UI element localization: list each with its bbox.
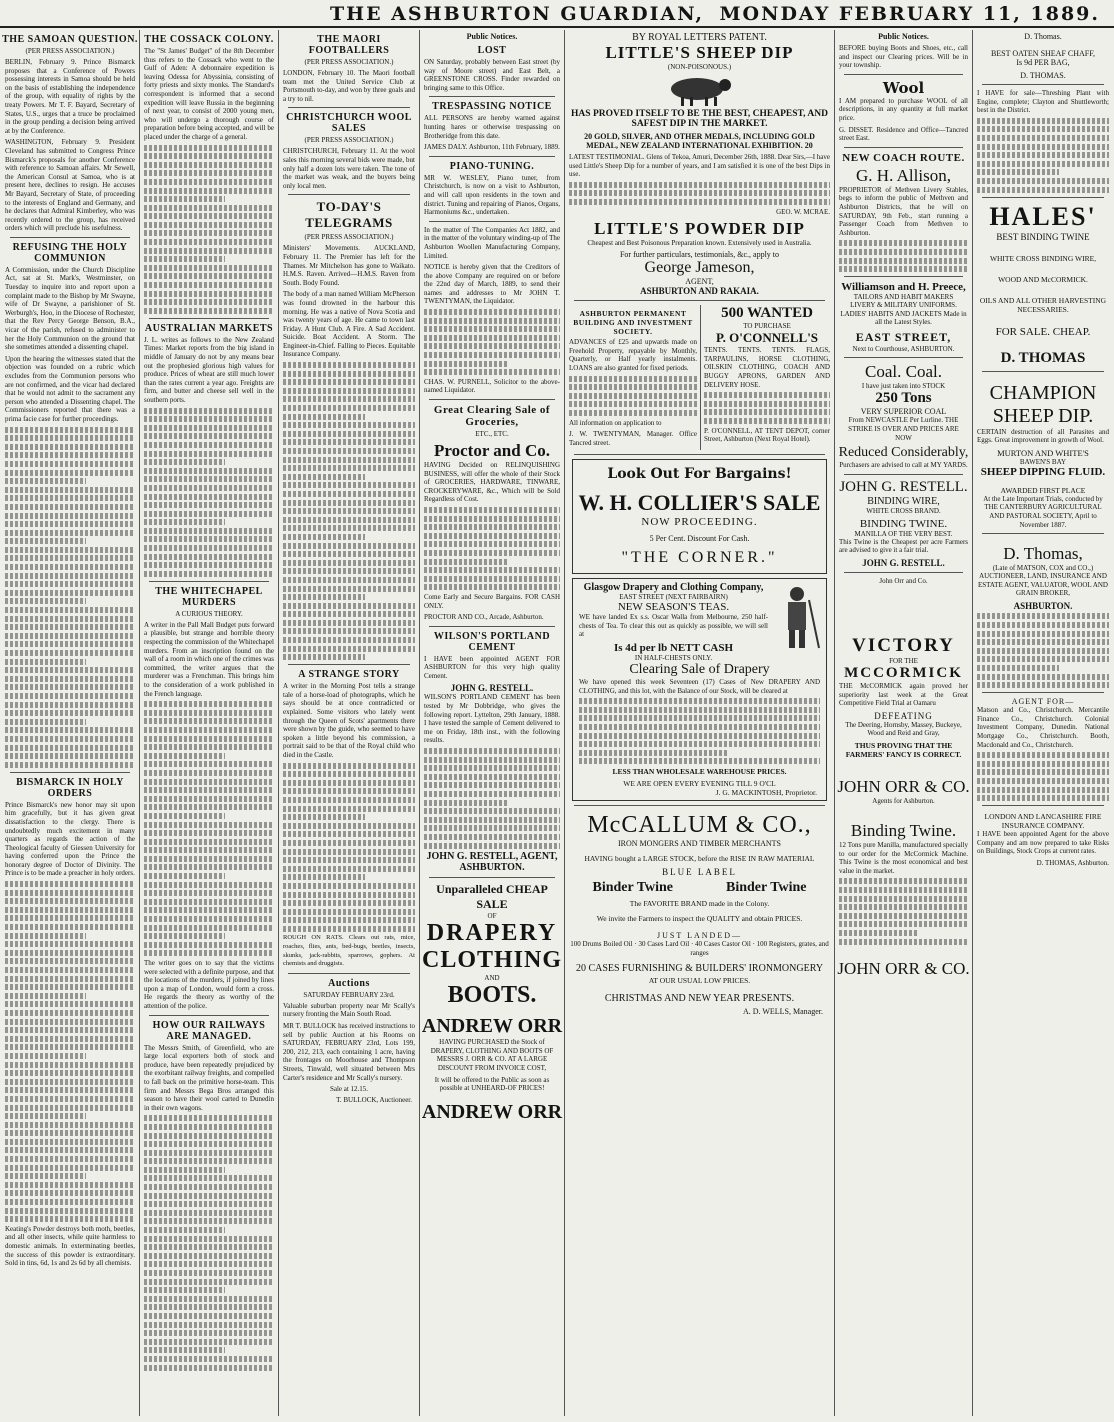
ad-subheading: AGENT FOR—: [1011, 697, 1075, 707]
headline: THE COSSACK COLONY.: [144, 34, 274, 45]
article-text: Prince Bismarck's new honor may sit upon him gracefully, but it has given great dissatisfaction to the clergy. There is undoubtedly much excitement in many quarters as regards the action of the Theological faculty of Giessen University for having conferred upon the Prince the honorary degree of Doctor of Divinity. The Prince is to be made a preacher in holy orders.: [5, 800, 135, 878]
divider: [574, 805, 825, 806]
divider: [982, 371, 1104, 372]
notice-heading: TRESPASSING NOTICE: [432, 101, 552, 113]
headline: THE WHITECHAPEL MURDERS: [155, 585, 263, 608]
ad-text: CERTAIN destruction of all Parasites and Eggs. Great improvement in growth of Wool.: [977, 427, 1109, 445]
ad-firm-name: Proctor and Co.: [433, 441, 550, 460]
ad-text: ADVANCES of £25 and upwards made on Freehold Property, repayable by Monthly, Quarterly, or Half yearly instalments. LOANS are also granted for fixed periods.: [569, 338, 697, 372]
ad-body-lines: [977, 752, 1109, 801]
ad-text: WHITE CROSS BINDING WIRE,: [989, 253, 1097, 263]
ad-title-powder-dip: LITTLE'S POWDER DIP: [594, 219, 805, 239]
ad-text: AUCTIONEER, LAND, INSURANCE AND ESTATE AGENT, VALUATOR, WOOL AND GRAIN BROKER,: [978, 572, 1108, 598]
ad-glasgow-body: [576, 582, 823, 662]
divider: [574, 300, 825, 301]
ad-text: MURTON AND WHITE'S: [997, 447, 1089, 458]
ad-signature: D. THOMAS, Ashburton.: [1036, 858, 1109, 867]
divider: [149, 318, 269, 319]
article-text: Upon the hearing the witnesses stated that the objection was founded on a rubric which excludes from the Communion persons who are not confirmed, and the vicar had declared that he would not admit to the sacrament any person who attended a Dissenting chapel. The Commissioners reported that there was a prima facie case for further proceedings.: [5, 354, 135, 423]
ad-subheading: NEW SEASON'S TEAS.: [617, 601, 730, 614]
article-text: LONDON, February 10. The Maori football team met the United Service Club at Portsmouth to-day, and won by three goals and a try to nil.: [283, 69, 415, 103]
article-body-lines: [283, 362, 415, 660]
ad-twine-left: Binder Twine: [592, 880, 674, 895]
headline: TO-DAY'S TELEGRAMS: [305, 199, 393, 231]
ad-building-society: [566, 305, 701, 450]
ad-title-victory: VICTORY: [852, 635, 955, 657]
ad-subheading: ETC., ETC.: [475, 430, 509, 438]
divider: [429, 221, 555, 222]
article-body-lines: [144, 701, 274, 956]
divider: [982, 692, 1104, 693]
ad-title-mccallum: McCALLUM & CO.,: [587, 812, 812, 838]
auctioneer-signature: T. BULLOCK, Auctioneer.: [336, 1096, 412, 1105]
ad-text: 12 Tons pure Manilla, manufactured specially to our order for the McCormick Machine. This Twine is the most economical and best value in the market.: [839, 841, 968, 875]
ad-text: We invite the Farmers to inspect the QUALITY and obtain PRICES.: [596, 914, 803, 923]
ad-subheading: JUST LANDED—: [657, 931, 742, 940]
ad-text: I HAVE been appointed AGENT FOR ASHBURTON for this very high quality Cement.: [424, 654, 560, 680]
ad-text: OILS AND ALL OTHER HARVESTING NECESSARIES.: [979, 295, 1107, 314]
ad-text: I HAVE been appointed Agent for the above Company and am now prepared to take Risks on Buildings, Stock Crops at current rates.: [977, 830, 1109, 856]
ad-text: I AM prepared to purchase WOOL of all descriptions, in any quantity at full market price.: [839, 96, 968, 122]
ad-text: Agents for Ashburton.: [872, 797, 935, 805]
masthead: [0, 0, 1114, 28]
ad-street: EAST STREET,: [855, 329, 952, 344]
ad-text: PROPRIETOR of Methven Livery Stables, begs to inform the public of Methven and Ashburton Districts, that he will on SATURDAY, 9th Feb., start running a Passenger Coach from Methven to Ashburton.: [839, 185, 968, 237]
ad-signature: JOHN G. RESTELL.: [862, 558, 945, 569]
column-6: [836, 30, 971, 1416]
ad-text: BEST OATEN SHEAF CHAFF,: [990, 49, 1096, 58]
divider: [288, 973, 410, 974]
divider: [288, 194, 410, 195]
ad-firm-name: D. Thomas,: [1003, 544, 1083, 564]
ad-text: WILSON'S PORTLAND CEMENT has been tested by Mr Dobbridge, who gives the following report. Lyttelton, 29th January, 1888. I have tested the sample of Cement delivered to me on Friday, 18th inst., with the following results.: [424, 693, 560, 745]
ad-text: LIVERY & MILITARY UNIFORMS. LADIES' HABITS AND JACKETS Made in all the Latest Styles.: [840, 301, 967, 327]
ad-text: MANILLA OF THE VERY BEST.: [854, 529, 953, 538]
ad-signature: J. G. MACKINTOSH, Proprietor.: [715, 788, 817, 797]
section-heading: D. Thomas.: [1024, 32, 1062, 41]
ad-firm-name: P. O'CONNELL'S: [715, 330, 819, 346]
ad-text: THE McCORMICK again proved her superiority last week at the Great Competitive Field Trial at Oamaru: [839, 682, 968, 708]
ad-text: THUS PROVING THAT THE FARMERS' FANCY IS CORRECT.: [845, 741, 962, 759]
byline: (PER PRESS ASSOCIATION.): [304, 136, 394, 145]
ad-small-caption: John Orr and Co.: [879, 577, 928, 586]
headline: BISMARCK IN HOLY ORDERS: [16, 776, 124, 799]
divider: [149, 581, 269, 582]
ad-collier: [572, 459, 827, 574]
ad-agent-place: ASHBURTON AND RAKAIA.: [640, 286, 759, 297]
ad-mccormick: MCCORMICK: [844, 665, 963, 682]
ad-title-coal: Coal. Coal.: [865, 362, 942, 382]
auction-date: SATURDAY FEBRUARY 23rd.: [303, 990, 395, 999]
divider: [288, 107, 410, 108]
ad-signature: J. W. TWENTYMAN, Manager. Office Tancred street.: [569, 430, 697, 447]
ad-signature: JOHN G. RESTELL, AGENT, ASHBURTON.: [426, 851, 558, 874]
article-text: A writer in the Pall Mall Budget puts forward a plausible, but strange and horrible theory respecting the commission of the Whitechapel murders. From an inscription found on the wall of a room in which one of the crimes was committed, the writer argues that the murderer was a Frenchman. This brings him to the consideration of a work published in the French language.: [144, 620, 274, 698]
ad-subtitle: (NON-POISONOUS.): [667, 63, 732, 71]
divider: [149, 1015, 269, 1016]
divider: [982, 197, 1104, 198]
ad-firm-name: JOHN ORR & CO.: [837, 958, 970, 978]
column-7: [974, 30, 1112, 1416]
ad-text: The FAVORITE BRAND made in the Colony.: [629, 899, 770, 908]
ad-body-lines: [977, 118, 1109, 193]
notice-signature: JAMES DALY. Ashburton, 11th February, 1889.: [424, 143, 560, 152]
divider: [844, 474, 963, 475]
ad-title-champion: CHAMPION: [989, 381, 1097, 404]
ad-text: (Late of MATSON, COX and CO.,): [992, 564, 1094, 573]
ad-signature: D. THOMAS.: [1020, 71, 1066, 80]
divider: [10, 772, 130, 773]
article-body-lines: [5, 881, 135, 1222]
ad-signature: G. DISSET. Residence and Office—Tancred street East.: [839, 125, 968, 143]
ad-subtitle: TAILORS AND HABIT MAKERS: [853, 293, 954, 302]
article-text: The "St James' Budget" of the 8th December thus refers to the Cossack who went to the Gulf of Aden: A debonnaire expedition is leaving Odessa for Abyssinia, consisting of forty priests and sixty monks. The Standard's correspondent is informed that a second expedition will leave Russia in the beginning of next year, to consist of 2000 young men, who will undergo a thorough course of preparation before being accepted, and will be placed under the charge of a general.: [144, 47, 274, 141]
article-text: The Messrs Smith, of Greenfield, who are large local exporters both of stock and produce, have been repeatedly prejudiced by the exorbitant railway freights, and compelled to fall back on the primitive horse-team. This firm and Messrs Bega Bros arranged this season to have their wool carted to Dunedin in their own wagons.: [144, 1043, 274, 1112]
ad-stock-list: 100 Drums Boiled Oil · 30 Cases Lard Oil · 40 Cases Castor Oil · 100 Registers, grates, and ranges: [570, 940, 829, 957]
ad-heading: NEW COACH ROUTE.: [842, 151, 965, 164]
ad-subtitle: Cheapest and Best Poisonous Preparation known. Extensively used in Australia.: [587, 239, 812, 248]
ad-body-lines: [424, 507, 560, 590]
section-heading: Public Notices.: [466, 32, 518, 41]
column-rule: [834, 30, 835, 1416]
ad-place: ASHBURTON.: [1013, 600, 1073, 611]
ad-text: FOR THE: [889, 657, 918, 666]
ad-text: AT OUR USUAL LOW PRICES.: [648, 976, 751, 986]
notice-text: ALL PERSONS are hereby warned against hunting hares or otherwise trespassing on Brotheridge from this date.: [424, 114, 560, 140]
ad-body-lines: [424, 748, 560, 849]
ad-headline: CHRISTMAS AND NEW YEAR PRESENTS.: [604, 993, 795, 1005]
ad-text: BAWEN'S BAY: [1019, 457, 1067, 466]
ad-text: BINDING TWINE.: [859, 517, 948, 530]
article-body-lines: [5, 427, 135, 768]
section-heading: Public Notices.: [878, 32, 929, 41]
headline: HOW OUR RAILWAYS ARE MANAGED.: [152, 1019, 266, 1042]
headline: REFUSING THE HOLY COMMUNION: [12, 241, 128, 264]
article-text: A writer in the Morning Post tells a strange tale of a horse-load of photographs, which he says should be at once contradicted or explained. Some visitors who lately went through the Queen of Scots' apartments there were shown by the guide, who seemed to have spoken a little beyond his commission, a portrait said to be that of the Royal child who died in the Castle.: [283, 682, 415, 759]
article-body-lines: [144, 408, 274, 577]
ad-text: 5 Per Cent. Discount For Cash.: [649, 534, 750, 544]
notice-heading: PIANO-TUNING.: [449, 160, 535, 172]
ad-reduced: Reduced Considerably,: [838, 445, 969, 461]
ad-name: G. H. Allison,: [856, 165, 951, 185]
ad-heading: Unparalleled CHEAP SALE: [436, 882, 548, 912]
ad-text: HAVING bought a LARGE STOCK, before the RISE IN RAW MATERIAL: [584, 854, 815, 863]
article-text: Ministers' Movements. AUCKLAND, February 11. The Premier has left for the Thames. Mr Mitchelson has gone to Waikato. H.M.S. Raven. Arrived—H.M.S. Raven from South. Body Found.: [283, 244, 415, 287]
divider: [982, 805, 1104, 806]
ad-patent: BY ROYAL LETTERS PATENT.: [632, 32, 767, 43]
ad-text: Matson and Co., Christchurch. Mercantile Finance Co., Christchurch. Colonial Investment Company, Dunedin. National Mortgage Co., Christchurch. Booth, Macdonald and Co., Christchurch.: [977, 706, 1109, 749]
ad-headline: 20 CASES FURNISHING & BUILDERS' IRONMONGERY: [575, 963, 824, 975]
article-body-lines: [144, 1115, 274, 1370]
ad-title-binding-twine: Binding Twine.: [850, 821, 957, 840]
ad-text: IN HALF-CHESTS ONLY.: [634, 654, 713, 663]
divider: [10, 237, 130, 238]
ad-headline-clothing: CLOTHING: [421, 947, 563, 974]
byline: (PER PRESS ASSOCIATION.): [304, 233, 394, 242]
ad-text: DEFEATING: [874, 710, 933, 721]
ad-body-lines: [569, 376, 697, 416]
ad-signature: A. D. WELLS, Manager.: [742, 1007, 823, 1017]
article-text: BERLIN, February 9. Prince Bismarck proposes that a Conference of Powers possessing interests in Samoa should be held on the basis of establishing the independence of the group, with equality of rights by the treaty Powers. Mr T. F. Bayard, Secretary of States, U.S., urges that a truce be proclaimed in the group pending a decision being arrived at by the Conference.: [5, 58, 135, 135]
ad-title-wanted: 500 WANTED: [721, 305, 813, 322]
ad-text: I HAVE for sale—Threshing Plant with Engine, complete; Clayton and Shuttleworth; best in the District.: [977, 89, 1109, 115]
article-text: A Commission, under the Church Discipline Act, sat at St. Mark's, Westminster, on Tuesday to inquire into and report upon a complaint made to the Bishop by Mr Swayne, wife of Dr Swayne, a parishioner of St. Werburgh's, Hoo, in the Diocese of Rochester, that the Rev Percy George Benson, B.A., vicar of the parish, refused to administer to her the Holy Communion on the ground that she sometimes attended a dissenting chapel.: [5, 265, 135, 352]
column-rule: [972, 30, 973, 1416]
ad-subtitle: NOW PROCEEDING.: [641, 516, 758, 529]
ad-title-restell: JOHN G. RESTELL.: [839, 478, 968, 495]
ad-heading: Great Clearing Sale of Groceries,: [433, 404, 551, 428]
divider: [429, 877, 555, 878]
advertisement-text: ROUGH ON RATS. Clears out rats, mice, roaches, flies, ants, bed-bugs, beetles, insects, skunks, jack-rabbits, sparrows, gophers. At chemists and druggists.: [283, 934, 415, 968]
divider: [574, 454, 825, 455]
ad-text: At the Late Important Trials, conducted by THE CANTERBURY AGRICULTURAL AND PASTORAL SOCIETY, April to November 1887.: [983, 494, 1103, 529]
ad-text: HAVING Decided on RELINQUISHING BUSINESS, will offer the whole of their Stock of GROCERIES, HARDWARE, TINWARE, CROCKERYWARE, &c., Which will be Sold Regardless of Cost.: [424, 461, 560, 504]
notice-text: MR W. WESLEY, Piano tuner, from Christchurch, is now on a visit to Ashburton, and will call upon residents in the town and district. Tuning and repairing of Pianos, Organs, Harmoniums &c., undertaken.: [424, 173, 560, 217]
ad-title-hales: HALES': [989, 201, 1097, 231]
ad-price: Is 9d PER BAG,: [1016, 58, 1070, 67]
divider: [429, 626, 555, 627]
notice-body-lines: [424, 309, 560, 375]
ad-text: The Deering, Hornsby, Massey, Buckeye, Wood and Reid and Gray,: [845, 720, 962, 738]
ad-text: WHITE CROSS BRAND.: [866, 506, 941, 515]
divider: [844, 357, 963, 358]
ad-body-lines: [704, 392, 830, 424]
ad-text: TENTS. TENTS. TENTS. FLAGS, TARPAULINS, HORSE CLOTHING, OILSKIN CLOTHING, COACH AND BUGGY APRONS, GARDEN AND DELIVERY HOSE.: [704, 346, 830, 389]
ad-text: WE have landed Ex s.s. Oscar Walla from Melbourne, 250 half-chests of Tea. To clear this out as quickly as possible, we will sell at: [579, 613, 768, 639]
ad-body-lines: [977, 613, 1109, 688]
headline: CHRISTCHURCH WOOL SALES: [286, 112, 412, 135]
column-rule: [139, 30, 140, 1416]
ad-text: BINDING WIRE,: [867, 495, 940, 507]
ad-signature: P. O'CONNELL, AT TENT DEPOT, corner Street, Ashburton (Next Royal Hotel).: [704, 426, 830, 444]
ad-text: Purchasers are advised to call at MY YARDS.: [839, 461, 968, 470]
ad-blue-label: BLUE LABEL: [662, 867, 737, 877]
ad-text: HAVING PURCHASED the Stock of DRAPERY, CLOTHING AND BOOTS OF MESSRS J. ORR & CO. AT A LARGE DISCOUNT FROM INVOICE COST,: [430, 1038, 554, 1072]
byline: (PER PRESS ASSOCIATION.): [25, 47, 115, 55]
ad-claim: HAS PROVED ITSELF TO BE THE BEST, CHEAPEST, AND SAFEST DIP IN THE MARKET.: [571, 109, 828, 129]
ad-headline-boots: BOOTS.: [447, 982, 537, 1009]
ad-text: LESS THAN WHOLESALE WAREHOUSE PRICES.: [612, 767, 787, 776]
issue-date: MONDAY FEBRUARY 11, 1889.: [719, 3, 1100, 25]
headline: AUSTRALIAN MARKETS: [144, 322, 274, 334]
divider: [429, 96, 555, 97]
ad-text: BEST BINDING TWINE: [996, 231, 1090, 242]
ad-testimonial: LATEST TESTIMONIAL. Glens of Tekoa, Amuri, December 26th, 1888. Dear Sirs,—I have used Little's Sheep Dip for a number of years, and I am satisfied it is one of the best Dips in use.: [569, 153, 830, 179]
headline: THE SAMOAN QUESTION.: [2, 34, 138, 45]
notice-text: NOTICE is hereby given that the Creditors of the above Company are required on or before the 22nd day of March, 1889, to send their names and addresses to Mr JOHN T. TWENTYMAN, the Liquidator.: [424, 263, 560, 306]
column-4: [421, 30, 563, 1416]
column-rule: [419, 30, 420, 1416]
ad-text: This Twine is the Cheapest per acre Farmers are advised to give it a fair trial.: [839, 537, 968, 555]
ad-connector: OF: [487, 912, 497, 921]
ad-text: Next to Courthouse, ASHBURTON.: [852, 344, 955, 353]
ad-agent: JOHN G. RESTELL.: [450, 683, 534, 694]
divider: [429, 399, 555, 400]
divider: [844, 276, 963, 277]
ad-text: SHEEP DIPPING FLUID.: [980, 465, 1106, 478]
article-text: The writer goes on to say that the victims were selected with a definite purpose, and that the locations of the murders, if joined by lines upon a map of London, would form a cross. He regards the theory as worthy of the attention of the police.: [144, 959, 274, 1010]
headline: A STRANGE STORY: [298, 669, 400, 681]
ad-headline-drapery: DRAPERY: [426, 920, 558, 947]
ad-firm-name: JOHN ORR & CO.: [837, 777, 970, 796]
ad-title-wool: Wool: [882, 78, 925, 97]
ad-text: We have opened this week Seventeen (17) Cases of New DRAPERY AND CLOTHING, and this lot, with the Balance of our Stock, will be cleared at: [579, 678, 820, 695]
ad-firm-name: ANDREW ORR: [421, 1015, 563, 1038]
divider: [982, 533, 1104, 534]
ad-twine-right: Binder Twine: [725, 880, 807, 895]
article-body-lines: [144, 145, 274, 314]
ad-title-collier: W. H. COLLIER'S SALE: [578, 490, 821, 516]
column-1: [2, 30, 138, 1416]
subheading: A CURIOUS THEORY.: [175, 609, 243, 618]
divider: [288, 664, 410, 665]
ad-text: It will be offered to the Public as soon as possible at UNHEARD-OF PRICES!: [434, 1075, 550, 1093]
column-3: [280, 30, 418, 1416]
notice-heading: LOST: [477, 45, 507, 56]
advertisement-text: Keating's Powder destroys both moth, beetles, and all other insects, while quite harmless to domestic animals. In exterminating beetles, the success of this powder is extraordinary. Sold in tins, 6d, 1s and 2s 6d by all chemists.: [5, 1224, 135, 1268]
ad-price: Is 4d per lb NETT CASH: [613, 642, 734, 655]
ad-text: AWARDED FIRST PLACE: [1000, 485, 1086, 495]
auction-text: MR T. BULLOCK has received instructions to sell by public Auction at his Rooms on SATURDAY, FEBRUARY 23rd, Lots 199, 200, 212, 213, each containing 1 acre, having the frontages on Moorhouse and Thompson Streets, Tinwald, well situated between Mrs Carter's residence and Mr Scally's nursery.: [283, 1022, 415, 1082]
ad-text: I have just taken into STOCK: [861, 382, 946, 391]
ad-title-sheep-dip: SHEEP DIP.: [992, 404, 1094, 427]
ad-tons: 250 Tons: [875, 390, 932, 407]
ad-agent-name: George Jameson,: [644, 259, 755, 277]
ad-connector: AND: [484, 974, 500, 983]
auction-text: Valuable suburban property near Mr Scally's nursery fronting the Main South Road.: [283, 1001, 415, 1019]
ad-twine-row: [566, 880, 833, 896]
ad-address: EAST STREET (NEXT FAIRBAIRN): [619, 593, 728, 602]
section-heading: Auctions: [328, 977, 370, 989]
divider: [844, 74, 963, 75]
ad-title-sheep-dip: LITTLE'S SHEEP DIP: [605, 43, 794, 62]
notice-text: In the matter of The Companies Act 1882, and in the matter of the voluntary winding-up of The Ashburton Woollen Manufacturing Company, Limited.: [424, 225, 560, 260]
column-rule: [278, 30, 279, 1416]
ad-heading: WILSON'S PORTLAND CEMENT: [433, 630, 551, 653]
ad-text: All information on application to: [569, 418, 662, 427]
divider: [982, 84, 1104, 85]
ad-text: VERY SUPERIOR COAL: [860, 407, 947, 417]
ad-glasgow-text: [576, 582, 771, 662]
article-text: J. L. writes as follows to the New Zealand Times: Market reports from the big island in middle of January do not by any means bear out the prophesied glorious high values for produce. Prices of wheat are still much lower than the rates current a year ago. Freights are firm, and butter and cheese sell well in the southern ports.: [144, 335, 274, 404]
ad-glasgow: [572, 578, 827, 801]
article-text: CHRISTCHURCH, February 11. At the wool sales this morning several bids were made, but only half a dozen lots were taken. The tone of the market was weak, and the buyers being only local men.: [283, 147, 415, 190]
notice-text: BEFORE buying Boots and Shoes, etc., call and inspect our Clearing prices. Will be in your township.: [839, 44, 968, 70]
ad-text: FOR SALE. CHEAP.: [995, 325, 1091, 338]
ad-firm-name: D. THOMAS: [1000, 349, 1086, 366]
notice-text: ON Saturday, probably between East street (by way of Moore street) and East Belt, a GREENSTONE CROSS. Finder rewarded on bringing same to this Office.: [424, 58, 560, 92]
ad-signature: PROCTOR AND CO., Arcade, Ashburton.: [424, 613, 544, 622]
ad-title: Glasgow Drapery and Clothing Company,: [583, 582, 764, 594]
divider: [844, 147, 963, 148]
ad-hours: WE ARE OPEN EVERY EVENING TILL 9 O'CL: [623, 779, 776, 788]
headline: THE MAORI FOOTBALLERS: [308, 34, 390, 56]
column-rule: [564, 30, 565, 1416]
ad-text: Come Early and Secure Bargains. FOR CASH ONLY.: [424, 592, 560, 610]
ad-body-lines: [579, 698, 820, 764]
column-5: [566, 30, 833, 1416]
ad-signature: GEO. W. MCRAE.: [776, 207, 830, 216]
ad-corner: "THE CORNER.": [621, 549, 778, 567]
sheep-icon: [655, 73, 745, 107]
ad-medals: 20 GOLD, SILVER, AND OTHER MEDALS, INCLUDING GOLD MEDAL, NEW ZEALAND INTERNATIONAL EXHIBITION. 20: [584, 132, 815, 150]
article-text: The body of a man named William McPherson was found drowned in the harbour this morning. He was a native of Nova Scotia and was twenty years of age. He came to town last Friday. A Hunt Club. A Fire. A Sad Accident. Suicide. Boat Accident. A Storm. The Engineer-in-Chief. Falling to Pieces. Equitable Insurance Company.: [283, 290, 415, 359]
ad-body-lines: [569, 182, 830, 205]
notice-signature: CHAS. W. PURNELL, Solicitor to the above-named Liquidator.: [424, 377, 560, 395]
article-text: WASHINGTON, February 9. President Cleveland has submitted to Congress Prince Bismarck's proposals for another Conference with reference to Samoan affairs. Mr Sewell, the American Consul at Samoa, who is at present here, declines to resign. He accuses Mr Bayard, Secretary of State, of proceeding to the interests of England and Germany, and he declares that Admiral Kimberley, who was recently ordered to the group, has received orders which will preclude his usefulness.: [5, 138, 135, 233]
ad-heading: LONDON AND LANCASHIRE FIRE INSURANCE COMPANY.: [984, 812, 1102, 831]
ad-text: For further particulars, testimonials, &c., apply to: [619, 250, 780, 260]
ad-row: [566, 305, 833, 450]
ad-text: From NEWCASTLE Per Lurline. THE STRIKE IS OVER AND PRICES ARE NOW: [848, 416, 959, 442]
divider: [844, 572, 963, 573]
ad-subtitle: TO PURCHASE: [743, 322, 791, 331]
article-body-lines: [283, 763, 415, 932]
ad-heading: ASHBURTON PERMANENT BUILDING AND INVESTMENT SOCIETY.: [573, 309, 693, 337]
ad-body-lines: [839, 240, 968, 272]
column-2: [141, 30, 277, 1416]
ad-footer: ANDREW ORR: [421, 1100, 563, 1123]
ad-tents: [701, 305, 833, 450]
sale-time: Sale at 12.15.: [329, 1085, 369, 1094]
ad-title: Williamson and H. Preece,: [841, 281, 966, 294]
ad-headline: Look Out For Bargains!: [607, 466, 792, 483]
ad-agent-title: AGENT,: [685, 277, 714, 287]
newspaper-title: THE ASHBURTON GUARDIAN,: [330, 3, 704, 25]
farmer-illustration-icon: [771, 582, 823, 652]
byline: (PER PRESS ASSOCIATION.): [304, 58, 394, 66]
ad-subtitle: IRON MONGERS AND TIMBER MERCHANTS: [618, 839, 781, 848]
ad-body-lines: [839, 878, 968, 944]
ad-text: WOOD AND McCORMICK.: [998, 274, 1088, 284]
divider: [429, 156, 555, 157]
ad-headline: Clearing Sale of Drapery: [629, 662, 770, 678]
